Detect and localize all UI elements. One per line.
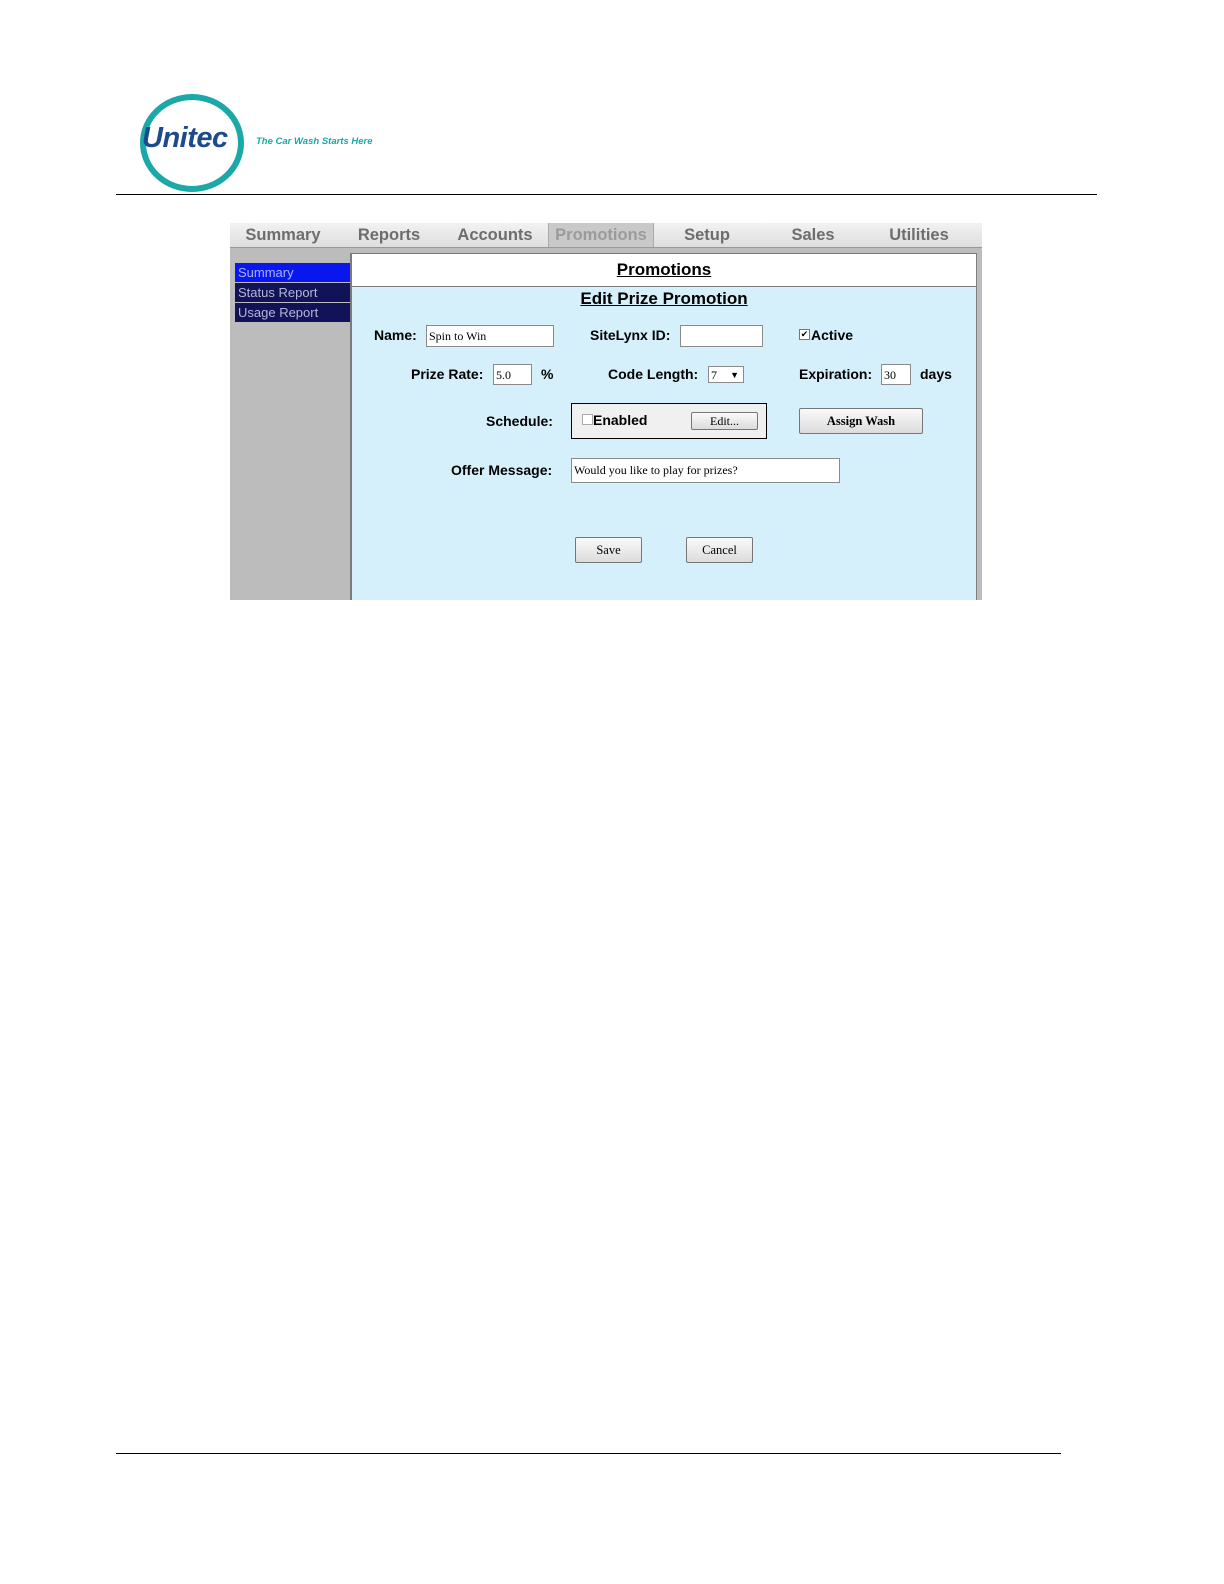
header-divider bbox=[116, 194, 1097, 195]
code-length-value: 7 bbox=[711, 368, 717, 382]
logo-text: Unitec bbox=[142, 122, 228, 154]
active-label: Active bbox=[811, 327, 854, 343]
top-tab-bar bbox=[230, 223, 982, 248]
sidebar-item-usage-report[interactable]: Usage Report bbox=[235, 303, 350, 322]
tab-utilities[interactable]: Utilities bbox=[889, 226, 949, 244]
checkmark-icon: ✔ bbox=[800, 329, 809, 339]
assign-wash-button[interactable]: Assign Wash bbox=[799, 408, 923, 434]
footer-divider bbox=[116, 1453, 1061, 1454]
schedule-label: Schedule: bbox=[486, 413, 553, 429]
code-length-select[interactable] bbox=[708, 366, 744, 383]
code-length-label: Code Length: bbox=[608, 366, 699, 382]
unitec-logo bbox=[140, 94, 380, 190]
sitelynx-label: SiteLynx ID: bbox=[590, 327, 671, 343]
expiration-label: Expiration: bbox=[799, 366, 873, 382]
sitelynx-input[interactable] bbox=[680, 325, 763, 347]
tab-sales[interactable]: Sales bbox=[791, 226, 835, 244]
sidebar-item-summary[interactable]: Summary bbox=[235, 263, 350, 282]
expiration-unit: days bbox=[920, 366, 952, 382]
tab-setup[interactable]: Setup bbox=[684, 226, 730, 244]
tab-promotions[interactable]: Promotions bbox=[548, 223, 654, 247]
schedule-group bbox=[571, 403, 767, 439]
sidebar-item-status-report[interactable]: Status Report bbox=[235, 283, 350, 302]
active-checkbox[interactable] bbox=[799, 329, 810, 340]
name-label: Name: bbox=[374, 327, 417, 343]
sidebar bbox=[235, 263, 350, 323]
prize-rate-label: Prize Rate: bbox=[411, 366, 484, 382]
form-title: Edit Prize Promotion bbox=[580, 289, 748, 308]
schedule-enabled-checkbox[interactable] bbox=[582, 414, 593, 425]
tab-reports[interactable]: Reports bbox=[357, 226, 421, 244]
schedule-edit-button[interactable]: Edit... bbox=[691, 412, 758, 430]
page-title: Promotions bbox=[352, 253, 976, 287]
main-panel bbox=[350, 253, 977, 600]
cancel-button[interactable]: Cancel bbox=[686, 537, 753, 563]
tab-accounts[interactable]: Accounts bbox=[457, 226, 533, 244]
prize-rate-input[interactable]: 5.0 bbox=[493, 364, 532, 385]
prize-rate-unit: % bbox=[541, 366, 554, 382]
app-window bbox=[230, 223, 982, 600]
save-button[interactable]: Save bbox=[575, 537, 642, 563]
name-input[interactable]: Spin to Win bbox=[426, 325, 554, 347]
tab-summary[interactable]: Summary bbox=[245, 226, 321, 244]
chevron-down-icon: ▼ bbox=[730, 370, 739, 380]
expiration-input[interactable]: 30 bbox=[881, 364, 911, 385]
schedule-enabled-label: Enabled bbox=[593, 412, 648, 428]
offer-message-input[interactable]: Would you like to play for prizes? bbox=[571, 458, 840, 483]
offer-message-label: Offer Message: bbox=[451, 462, 553, 478]
logo-tagline: The Car Wash Starts Here bbox=[256, 136, 373, 147]
